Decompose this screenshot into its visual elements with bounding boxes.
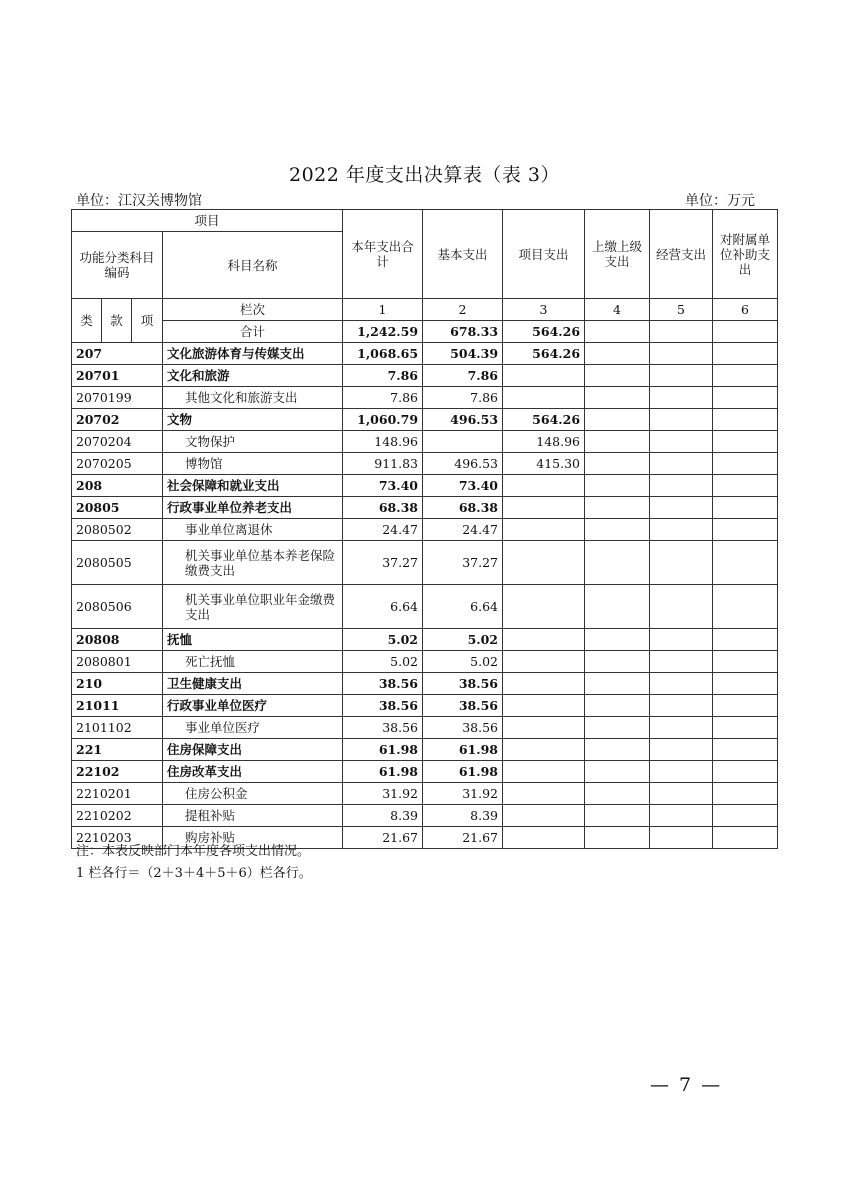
row-c6 [713,695,778,717]
row-code: 207 [72,343,163,365]
row-c3 [503,519,585,541]
row-c3 [503,783,585,805]
row-c4 [585,343,650,365]
header-xiang: 项 [132,299,163,343]
row-c6 [713,673,778,695]
table-row [72,739,778,761]
table-row [72,453,778,475]
row-subject-name: 住房改革支出 [163,761,343,783]
row-code: 2070205 [72,453,163,475]
row-c4 [585,497,650,519]
row-c3 [503,651,585,673]
row-subject-name: 其他文化和旅游支出 [163,387,343,409]
row-c2: 73.40 [423,475,503,497]
row-c4 [585,453,650,475]
row-code: 2080506 [72,585,163,629]
row-c3 [503,585,585,629]
row-c4 [585,365,650,387]
row-c4 [585,761,650,783]
row-c5 [650,673,713,695]
table-row [72,497,778,519]
col-number: 4 [585,299,650,321]
unit-currency: 单位：万元 [685,193,755,209]
row-c4 [585,541,650,585]
table-row [72,651,778,673]
col-number: 2 [423,299,503,321]
table-row [72,365,778,387]
row-c6 [713,651,778,673]
row-code: 2080502 [72,519,163,541]
table-row [72,541,778,585]
row-subject-name: 住房保障支出 [163,739,343,761]
table-notes [76,841,312,885]
row-subject-name: 死亡抚恤 [163,651,343,673]
total-label: 合计 [163,321,343,343]
row-c2: 38.56 [423,673,503,695]
row-c5 [650,629,713,651]
row-c4 [585,409,650,431]
row-c2: 38.56 [423,717,503,739]
row-c2: 496.53 [423,409,503,431]
row-c5 [650,409,713,431]
row-subject-name: 抚恤 [163,629,343,651]
row-c1: 38.56 [343,695,423,717]
row-c3 [503,365,585,387]
table-row [72,519,778,541]
row-c3: 415.30 [503,453,585,475]
row-c5 [650,783,713,805]
row-c1: 5.02 [343,651,423,673]
row-c6 [713,541,778,585]
row-c2: 496.53 [423,453,503,475]
row-c6 [713,739,778,761]
row-code: 2210202 [72,805,163,827]
table-row [72,673,778,695]
row-c6 [713,343,778,365]
row-c1: 7.86 [343,365,423,387]
row-c4 [585,717,650,739]
row-c2: 8.39 [423,805,503,827]
note-line: 注：本表反映部门本年度各项支出情况。 [76,844,311,859]
row-c2: 7.86 [423,387,503,409]
col-number: 3 [503,299,585,321]
row-c5 [650,453,713,475]
row-c3 [503,695,585,717]
row-c1: 6.64 [343,585,423,629]
row-code: 2080801 [72,651,163,673]
header-col6: 对附属单位补助支出 [713,210,778,299]
note-line: 1 栏各行＝（2＋3＋4＋5＋6）栏各行。 [76,866,312,881]
row-c5 [650,387,713,409]
row-c1: 148.96 [343,431,423,453]
header-kuan: 款 [102,299,132,343]
header-col5: 经营支出 [650,210,713,299]
row-c6 [713,761,778,783]
row-c3 [503,805,585,827]
row-c3 [503,541,585,585]
row-c4 [585,783,650,805]
row-subject-name: 文化和旅游 [163,365,343,387]
row-c2: 5.02 [423,629,503,651]
row-c2: 7.86 [423,365,503,387]
row-c4 [585,475,650,497]
header-col4: 上缴上级支出 [585,210,650,299]
row-c6 [713,585,778,629]
row-code: 22102 [72,761,163,783]
row-c1: 38.56 [343,673,423,695]
table-row [72,387,778,409]
row-c2: 6.64 [423,585,503,629]
row-c5 [650,475,713,497]
row-code: 2080505 [72,541,163,585]
table-row [72,475,778,497]
row-c3 [503,475,585,497]
expenditure-table [71,209,778,849]
row-c3 [503,497,585,519]
row-c5 [650,541,713,585]
row-c5 [650,761,713,783]
row-c4 [585,585,650,629]
header-item: 项目 [72,210,343,232]
row-c3 [503,387,585,409]
row-subject-name: 社会保障和就业支出 [163,475,343,497]
row-c2 [423,431,503,453]
table-row [72,585,778,629]
row-subject-name: 博物馆 [163,453,343,475]
row-c6 [713,409,778,431]
row-c6 [713,629,778,651]
row-c2: 61.98 [423,739,503,761]
row-subject-name: 事业单位离退休 [163,519,343,541]
row-subject-name: 卫生健康支出 [163,673,343,695]
row-c3: 564.26 [503,343,585,365]
row-subject-name: 文物 [163,409,343,431]
row-c3 [503,717,585,739]
row-c5 [650,651,713,673]
col-number: 1 [343,299,423,321]
unit-organization: 单位：江汉关博物馆 [76,193,202,209]
row-code: 2070204 [72,431,163,453]
total-row [72,321,778,343]
row-c4 [585,431,650,453]
header-lanci: 栏次 [163,299,343,321]
row-code: 20701 [72,365,163,387]
row-subject-name: 提租补贴 [163,805,343,827]
row-c1: 61.98 [343,739,423,761]
row-c1: 5.02 [343,629,423,651]
row-c3 [503,827,585,849]
row-c4 [585,629,650,651]
row-c4 [585,387,650,409]
table-row [72,783,778,805]
header-col3: 项目支出 [503,210,585,299]
table-row [72,343,778,365]
row-c3 [503,739,585,761]
row-c3 [503,761,585,783]
table-row [72,805,778,827]
row-c1: 1,060.79 [343,409,423,431]
row-c6 [713,387,778,409]
row-c2: 24.47 [423,519,503,541]
row-c4 [585,673,650,695]
row-c2: 61.98 [423,761,503,783]
table-title: 2022 年度支出决算表（表 3） [288,164,561,186]
row-c5 [650,365,713,387]
header-col2: 基本支出 [423,210,503,299]
row-c1: 8.39 [343,805,423,827]
page-number: — 7 — [650,1074,723,1096]
row-c5 [650,343,713,365]
header-func-code: 功能分类科目编码 [72,232,163,299]
row-c6 [713,783,778,805]
row-code: 21011 [72,695,163,717]
row-c4 [585,805,650,827]
row-subject-name: 文物保护 [163,431,343,453]
total-c2: 678.33 [423,321,503,343]
row-code: 2070199 [72,387,163,409]
row-c3: 564.26 [503,409,585,431]
table-row [72,431,778,453]
row-c4 [585,519,650,541]
row-c5 [650,739,713,761]
row-c2: 31.92 [423,783,503,805]
row-c1: 73.40 [343,475,423,497]
total-c1: 1,242.59 [343,321,423,343]
row-c2: 5.02 [423,651,503,673]
row-code: 20702 [72,409,163,431]
table-row [72,629,778,651]
row-c6 [713,805,778,827]
row-code: 2210201 [72,783,163,805]
row-subject-name: 住房公积金 [163,783,343,805]
row-code: 2101102 [72,717,163,739]
row-subject-name: 行政事业单位养老支出 [163,497,343,519]
row-code: 20805 [72,497,163,519]
row-c6 [713,431,778,453]
row-c5 [650,497,713,519]
row-subject-name: 机关事业单位基本养老保险缴费支出 [163,541,343,585]
row-subject-name: 文化旅游体育与传媒支出 [163,343,343,365]
table-row [72,761,778,783]
total-c3: 564.26 [503,321,585,343]
row-c2: 68.38 [423,497,503,519]
row-c1: 24.47 [343,519,423,541]
row-c2: 37.27 [423,541,503,585]
table-row [72,695,778,717]
row-subject-name: 行政事业单位医疗 [163,695,343,717]
row-c1: 31.92 [343,783,423,805]
row-c6 [713,475,778,497]
row-c1: 1,068.65 [343,343,423,365]
table-row [72,409,778,431]
row-c2: 38.56 [423,695,503,717]
row-c5 [650,805,713,827]
row-c1: 68.38 [343,497,423,519]
row-c5 [650,585,713,629]
row-c1: 911.83 [343,453,423,475]
row-c4 [585,739,650,761]
row-c5 [650,695,713,717]
row-code: 208 [72,475,163,497]
row-c1: 21.67 [343,827,423,849]
row-c3: 148.96 [503,431,585,453]
row-c6 [713,497,778,519]
row-c6 [713,717,778,739]
row-c6 [713,453,778,475]
row-c1: 7.86 [343,387,423,409]
table-row [72,717,778,739]
row-c5 [650,827,713,849]
header-col1: 本年支出合计 [343,210,423,299]
row-c5 [650,431,713,453]
row-c1: 37.27 [343,541,423,585]
header-lei: 类 [72,299,102,343]
row-c4 [585,651,650,673]
col-number: 6 [713,299,778,321]
row-code: 221 [72,739,163,761]
row-subject-name: 机关事业单位职业年金缴费支出 [163,585,343,629]
row-c2: 21.67 [423,827,503,849]
row-c6 [713,827,778,849]
row-c1: 61.98 [343,761,423,783]
row-c3 [503,629,585,651]
row-c4 [585,827,650,849]
row-c6 [713,365,778,387]
col-number: 5 [650,299,713,321]
row-code: 20808 [72,629,163,651]
row-c5 [650,519,713,541]
row-subject-name: 购房补贴 [163,827,343,849]
row-c6 [713,519,778,541]
header-subject-name: 科目名称 [163,232,343,299]
row-subject-name: 事业单位医疗 [163,717,343,739]
row-code: 2210203 [72,827,163,849]
row-c5 [650,717,713,739]
row-code: 210 [72,673,163,695]
row-c2: 504.39 [423,343,503,365]
row-c3 [503,673,585,695]
row-c1: 38.56 [343,717,423,739]
row-c4 [585,695,650,717]
